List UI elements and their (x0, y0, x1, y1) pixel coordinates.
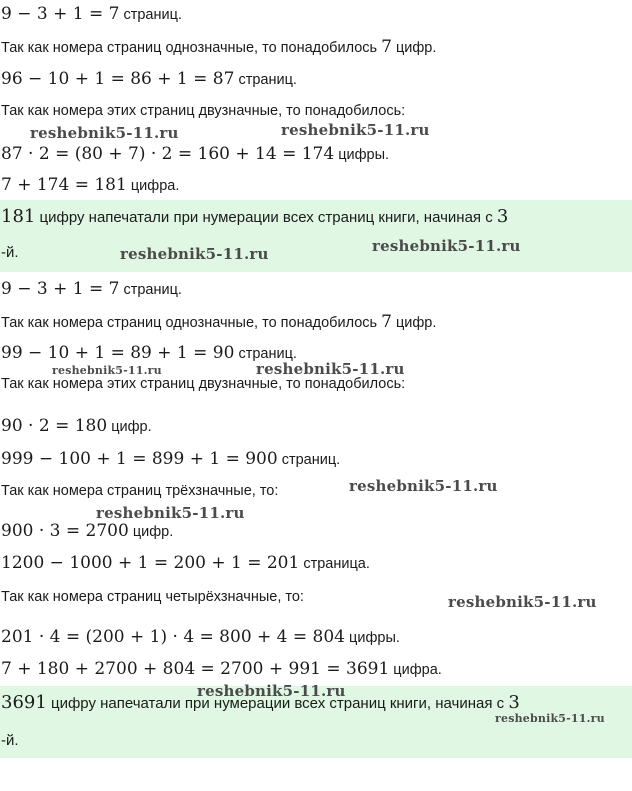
watermark: reshebnik5-11.ru (349, 477, 498, 495)
answer-number: 3 (496, 206, 509, 227)
line-text: цифры. (345, 630, 400, 646)
line-text: Так как номера страниц однозначные, то понадобилось (1, 315, 382, 331)
line-text: цифр. (128, 524, 174, 540)
watermark: reshebnik5-11.ru (495, 712, 605, 725)
watermark: reshebnik5-11.ru (197, 682, 346, 700)
answer-tail: -й. (1, 244, 19, 261)
solution-line (0, 144, 632, 168)
line-text: страниц. (234, 72, 297, 88)
line-text: Так как номера этих страниц двузначные, то понадобилось: (1, 376, 406, 392)
answer-number: 3691 (1, 692, 47, 713)
watermark: reshebnik5-11.ru (256, 360, 405, 378)
line-text: страниц. (277, 452, 341, 468)
line-text: страниц. (119, 7, 182, 23)
line-text: цифра. (389, 662, 442, 678)
math-expression: 9 − 3 + 1 = 7 (1, 4, 120, 24)
solution-line (0, 312, 632, 336)
solution-line (0, 37, 632, 61)
solution-line (0, 416, 632, 440)
solution-line (0, 4, 632, 28)
math-expression: 87 · 2 = (80 + 7) · 2 = 160 + 14 = 174 (1, 144, 335, 164)
math-expression: 7 + 174 = 181 (1, 175, 127, 195)
solution-line (0, 69, 632, 93)
solution-line (0, 175, 632, 199)
answer-text: цифру напечатали при нумерации всех страниц книги, начиная с (46, 695, 509, 712)
line-text: цифр. (391, 315, 437, 331)
math-expression: 99 − 10 + 1 = 89 + 1 = 90 (1, 343, 235, 363)
line-text: Так как номера этих страниц двузначные, то понадобилось: (1, 103, 406, 119)
line-text: цифр. (107, 419, 152, 435)
watermark: reshebnik5-11.ru (30, 124, 179, 142)
line-text: Так как номера страниц однозначные, то понадобилось (1, 40, 382, 56)
answer-text: цифру напечатали при нумерации всех страниц книги, начиная с (35, 209, 497, 226)
math-expression: 9 − 3 + 1 = 7 (1, 279, 120, 299)
solution-line (0, 483, 632, 505)
solution-line (0, 279, 632, 303)
solution-line (0, 449, 632, 473)
line-text: цифра. (126, 178, 180, 194)
line-text: страниц. (234, 346, 297, 362)
answer-number: 3 (508, 692, 520, 713)
watermark: reshebnik5-11.ru (281, 121, 430, 139)
line-text: Так как номера страниц четырёхзначные, то: (1, 589, 304, 605)
watermark: reshebnik5-11.ru (96, 504, 245, 522)
answer-block (0, 200, 632, 272)
line-text: Так как номера страниц трёхзначные, то: (1, 483, 279, 499)
solution-line (0, 659, 632, 683)
math-expression: 1200 − 1000 + 1 = 200 + 1 = 201 (1, 553, 300, 573)
watermark: reshebnik5-11.ru (448, 593, 597, 611)
line-text: страница. (299, 556, 370, 572)
answer-tail: -й. (1, 732, 19, 749)
solution-line (0, 521, 632, 545)
line-text: цифры. (334, 147, 390, 163)
math-expression: 90 · 2 = 180 (1, 416, 108, 436)
solution-line (0, 553, 632, 577)
answer-number: 181 (1, 206, 36, 227)
watermark: reshebnik5-11.ru (372, 237, 521, 255)
math-expression: 7 + 180 + 2700 + 804 = 2700 + 991 = 3691 (1, 659, 390, 679)
solution-line (0, 627, 632, 651)
watermark: reshebnik5-11.ru (52, 364, 162, 377)
line-text: цифр. (391, 40, 437, 56)
math-expression: 201 · 4 = (200 + 1) · 4 = 800 + 4 = 804 (1, 627, 346, 647)
line-text: страниц. (119, 282, 182, 298)
math-expression: 999 − 100 + 1 = 899 + 1 = 900 (1, 449, 278, 469)
math-expression: 7 (381, 37, 392, 57)
solution-line (0, 376, 632, 398)
watermark: reshebnik5-11.ru (120, 245, 269, 263)
math-expression: 7 (381, 312, 392, 332)
math-expression: 96 − 10 + 1 = 86 + 1 = 87 (1, 69, 235, 89)
math-expression: 900 · 3 = 2700 (1, 521, 129, 541)
